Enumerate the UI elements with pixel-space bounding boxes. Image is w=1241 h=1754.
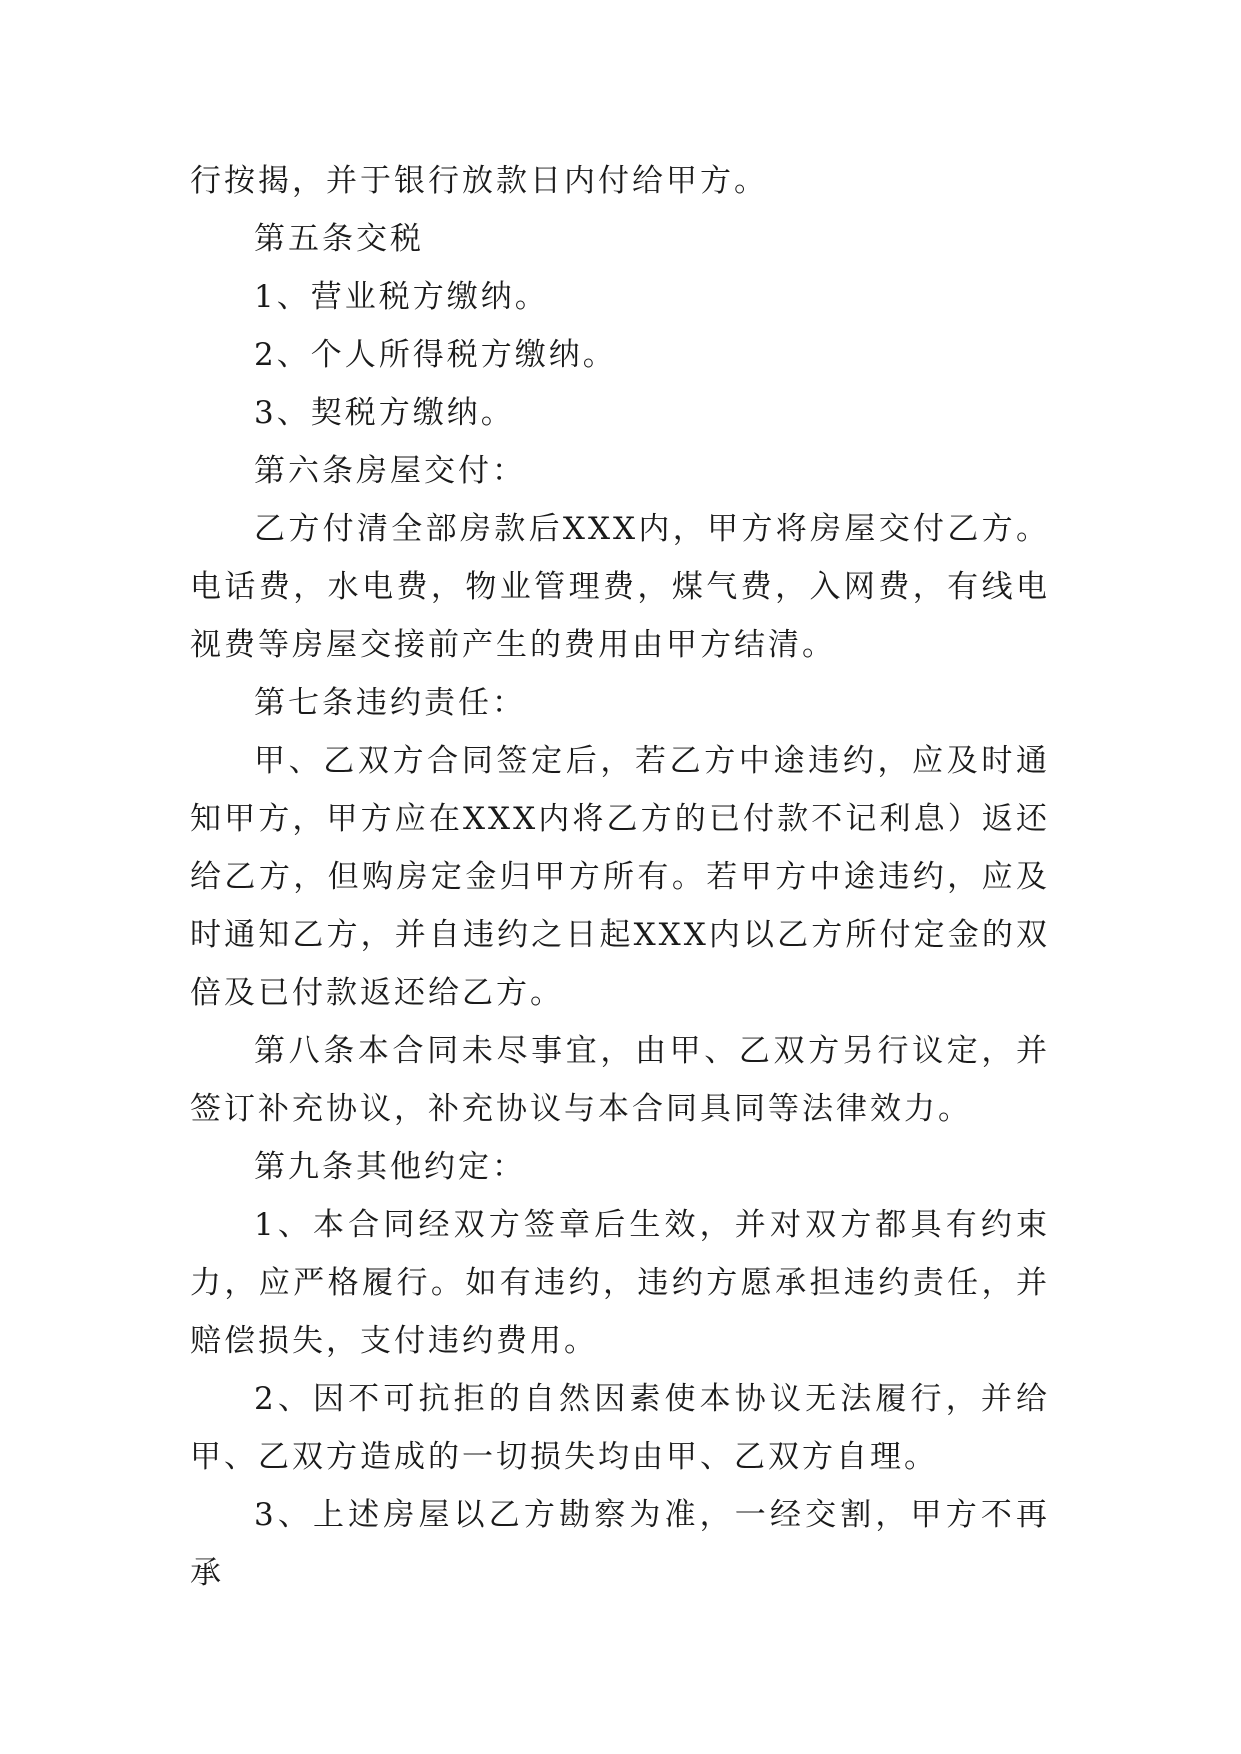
section-9-item-1: 1、本合同经双方签章后生效，并对双方都具有约束力，应严格履行。如有违约，违约方愿承担违约责任，并赔偿损失，支付违约费用。	[190, 1207, 1050, 1359]
section-7-body: 甲、乙双方合同签定后，若乙方中途违约，应及时通知甲方，甲方应在XXX内将乙方的已付款不记利息）返还给乙方，但购房定金归甲方所有。若甲方中途违约，应及时通知乙方，并自违约之日起XXX内以乙方所付定金的双倍及已付款返还给乙方。	[190, 743, 1050, 1011]
tax-item-3: 3、契税方缴纳。	[254, 395, 515, 431]
section-6-body: 乙方付清全部房款后XXX内，甲方将房屋交付乙方。电话费，水电费，物业管理费，煤气费，入网费，有线电视费等房屋交接前产生的费用由甲方结清。	[190, 511, 1050, 663]
section-8-body: 第八条本合同未尽事宜，由甲、乙双方另行议定，并签订补充协议，补充协议与本合同具同等法律效力。	[190, 1033, 1050, 1127]
tax-item-1: 1、营业税方缴纳。	[254, 279, 549, 315]
section-9-heading: 第九条其他约定：	[254, 1149, 526, 1185]
section-9-item-2: 2、因不可抗拒的自然因素使本协议无法履行，并给甲、乙双方造成的一切损失均由甲、乙双方自理。	[190, 1381, 1050, 1475]
section-9-item-3: 3、上述房屋以乙方勘察为准，一经交割，甲方不再承	[190, 1497, 1050, 1591]
tax-item-2: 2、个人所得税方缴纳。	[254, 337, 617, 373]
section-5-heading: 第五条交税	[254, 221, 424, 257]
paragraph-continuation: 行按揭，并于银行放款日内付给甲方。	[190, 163, 768, 199]
section-7-heading: 第七条违约责任：	[254, 685, 526, 721]
document-body	[190, 152, 1050, 1602]
section-6-heading: 第六条房屋交付：	[254, 453, 526, 489]
